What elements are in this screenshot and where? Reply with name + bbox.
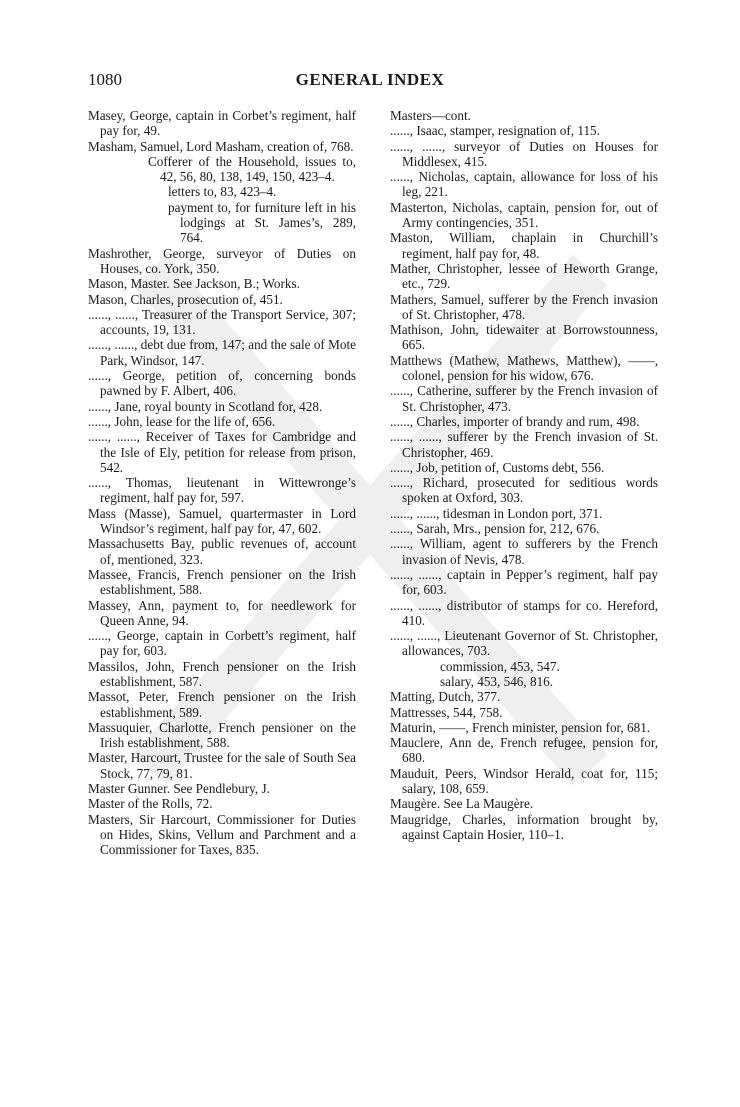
index-entry: Massachusetts Bay, public revenues of, account of, mentioned, 323.: [88, 536, 356, 567]
index-entry: Mather, Christopher, lessee of Heworth Grange, etc., 729.: [390, 260, 658, 292]
index-entry: ......, John, lease for the life of, 656.: [88, 413, 276, 429]
index-entry: ......, Richard, prosecuted for seditious words spoken at Oxford, 303.: [390, 475, 658, 506]
index-entry: Masters, Sir Harcourt, Commissioner for Duties on Hides, Skins, Vellum and Parchment and a Commissioner for Taxes, 835.: [88, 811, 356, 858]
index-entry: ......, Job, petition of, Customs debt, 556.: [390, 459, 605, 475]
index-entry: ......, ......, Treasurer of the Transport Service, 307; accounts, 19, 131.: [88, 306, 356, 338]
index-entry: Maugère. See La Maugère.: [390, 796, 534, 812]
index-entry: Mattresses, 544, 758.: [390, 704, 503, 720]
index-entry: ......, Charles, importer of brandy and rum, 498.: [390, 413, 640, 429]
index-entry: Massuquier, Charlotte, French pensioner on the Irish establishment, 588.: [88, 719, 356, 751]
index-entry: Mashrother, George, surveyor of Duties on Houses, co. York, 350.: [88, 245, 356, 276]
index-entry: ......, Jane, royal bounty in Scotland for, 428.: [88, 398, 323, 414]
index-entry: ......, ......, sufferer by the French invasion of St. Christopher, 469.: [390, 429, 658, 460]
index-entry: ......, Thomas, lieutenant in Wittewronge’s regiment, half pay for, 597.: [88, 475, 356, 506]
index-entry: Master Gunner. See Pendlebury, J.: [88, 781, 270, 797]
index-entry: Mathers, Samuel, sufferer by the French invasion of St. Christopher, 478.: [390, 291, 658, 322]
index-entry: ......, ......, Lieutenant Governor of St. Christopher, allowances, 703.: [390, 628, 658, 659]
index-entry: Maturin, ——, French minister, pension for, 681.: [390, 719, 651, 735]
index-entry: Mason, Charles, prosecution of, 451.: [88, 291, 283, 307]
index-entry: Maugridge, Charles, information brought by, against Captain Hosier, 110–1.: [390, 811, 658, 842]
index-entry: ......, Nicholas, captain, allowance for loss of his leg, 221.: [390, 169, 658, 200]
index-entry: Masham, Samuel, Lord Masham, creation of, 768.: [88, 138, 354, 154]
index-entry: ......, George, captain in Corbett’s regiment, half pay for, 603.: [88, 628, 356, 659]
index-entry: ......, Isaac, stamper, resignation of, 115.: [390, 123, 600, 139]
page-header: [88, 70, 652, 94]
index-entry: payment to, for furniture left in his lodgings at St. James’s, 289, 764.: [168, 199, 356, 246]
index-entry: ......, Catherine, sufferer by the French invasion of St. Christopher, 473.: [390, 383, 658, 414]
index-column-right: [390, 108, 658, 842]
running-title: GENERAL INDEX: [295, 70, 445, 89]
index-entry: Mauduit, Peers, Windsor Herald, coat for, 115; salary, 108, 659.: [390, 765, 658, 797]
index-entry: ......, ......, Receiver of Taxes for Cambridge and the Isle of Ely, petition for release from prison, 542.: [88, 429, 356, 475]
index-entry: ......, ......, tidesman in London port, 371.: [390, 505, 603, 521]
index-entry: letters to, 83, 423–4.: [168, 184, 277, 200]
index-entry: Cofferer of the Household, issues to, 42, 56, 80, 138, 149, 150, 423–4.: [148, 153, 356, 185]
index-entry: Massilos, John, French pensioner on the Irish establishment, 587.: [88, 658, 356, 689]
index-entry: Masters—cont.: [390, 108, 471, 123]
index-entry: Matting, Dutch, 377.: [390, 689, 501, 705]
index-entry: ......, ......, captain in Pepper’s regiment, half pay for, 603.: [390, 566, 658, 598]
index-entry: Masey, George, captain in Corbet’s regiment, half pay for, 49.: [88, 108, 356, 139]
index-column-left: [88, 108, 356, 858]
index-entry: Mason, Master. See Jackson, B.; Works.: [88, 276, 300, 292]
index-entry: Massot, Peter, French pensioner on the Irish establishment, 589.: [88, 689, 356, 720]
index-entry: Massey, Ann, payment to, for needlework for Queen Anne, 94.: [88, 597, 356, 628]
index-entry: salary, 453, 546, 816.: [440, 673, 554, 689]
index-entry: Mass (Masse), Samuel, quartermaster in Lord Windsor’s regiment, half pay for, 47, 602.: [88, 505, 356, 537]
index-entry: Mauclere, Ann de, French refugee, pension for, 680.: [390, 735, 658, 766]
index-entry: Maston, William, chaplain in Churchill’s regiment, half pay for, 48.: [390, 230, 658, 261]
index-entry: Mathison, John, tidewaiter at Borrowstounness, 665.: [390, 322, 658, 353]
index-entry: ......, ......, surveyor of Duties on Houses for Middlesex, 415.: [390, 138, 658, 169]
index-entry: ......, William, agent to sufferers by the French invasion of Nevis, 478.: [390, 536, 658, 567]
index-entry: commission, 453, 547.: [440, 658, 560, 674]
index-entry: Masterton, Nicholas, captain, pension for, out of Army contingencies, 351.: [390, 199, 658, 231]
index-entry: Matthews (Mathew, Mathews, Matthew), ——, colonel, pension for his widow, 676.: [390, 352, 658, 384]
index-entry: Master, Harcourt, Trustee for the sale of South Sea Stock, 77, 79, 81.: [88, 750, 356, 781]
page-number: 1080: [88, 70, 122, 89]
index-entry: Massee, Francis, French pensioner on the Irish establishment, 588.: [88, 566, 356, 598]
index-entry: ......, ......, debt due from, 147; and the sale of Mote Park, Windsor, 147.: [88, 337, 356, 368]
index-entry: Master of the Rolls, 72.: [88, 796, 213, 812]
index-entry: ......, ......, distributor of stamps for co. Hereford, 410.: [390, 597, 658, 628]
index-entry: ......, Sarah, Mrs., pension for, 212, 676.: [390, 521, 600, 537]
index-entry: ......, George, petition of, concerning bonds pawned by F. Albert, 406.: [88, 368, 356, 399]
